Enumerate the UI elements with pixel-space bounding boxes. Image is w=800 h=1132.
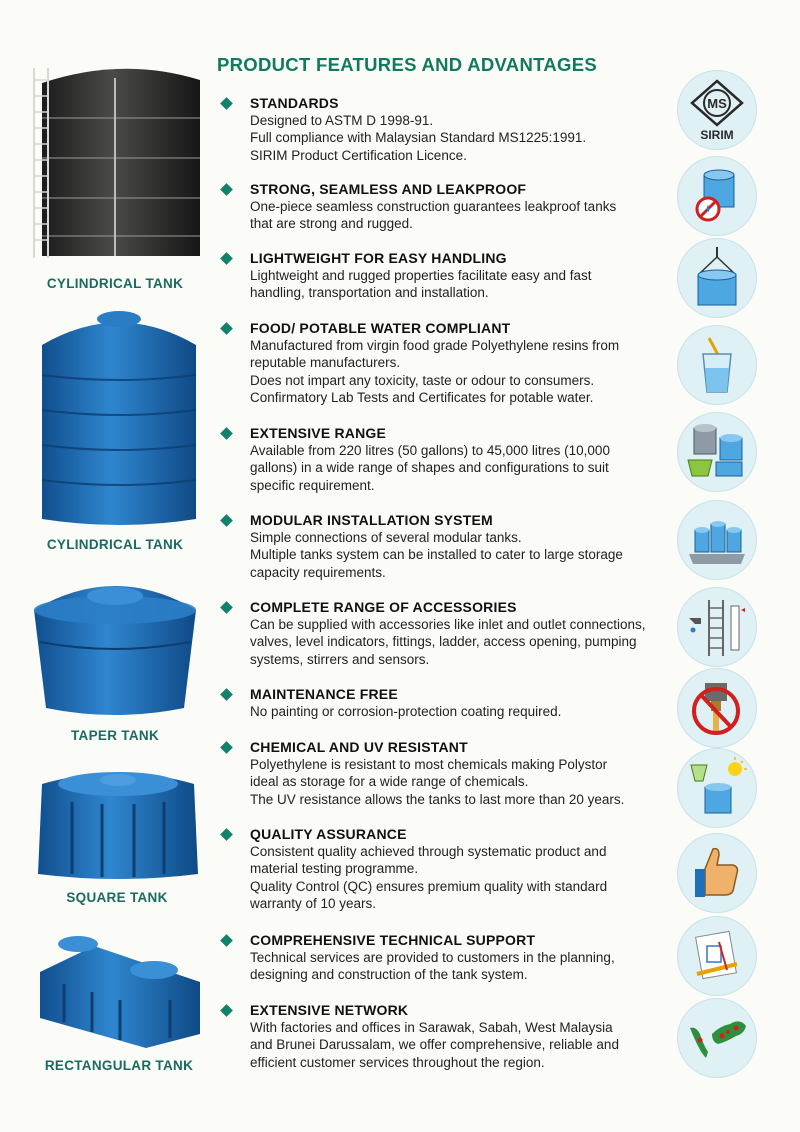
feature-text: warranty of 10 years. [250,896,377,912]
diamond-bullet-icon [220,252,233,265]
feature-strong-seamless [222,181,667,233]
feature-text: designing and construction of the tank system. [250,967,528,983]
feature-title: STRONG, SEAMLESS AND LEAKPROOF [250,181,527,197]
tank-label: RECTANGULAR TANK [44,1058,194,1073]
feature-text: capacity requirements. [250,564,386,580]
blue-cylindrical-tank-image [34,305,204,530]
feature-title: COMPLETE RANGE OF ACCESSORIES [250,599,517,615]
feature-title: MAINTENANCE FREE [250,686,398,702]
accessories-ladder-icon [677,587,757,667]
diamond-bullet-icon [220,183,233,196]
feature-title: COMPREHENSIVE TECHNICAL SUPPORT [250,932,536,948]
feature-text: No painting or corrosion-protection coating required. [250,704,562,719]
feature-text: that are strong and rugged. [250,216,413,232]
feature-maintenance-free [222,686,667,720]
feature-title: LIGHTWEIGHT FOR EASY HANDLING [250,250,507,266]
feature-text: efficient customer services throughout the region. [250,1054,545,1070]
diamond-bullet-icon [220,427,233,440]
no-painting-icon [677,668,757,748]
chemical-sun-icon [677,748,757,828]
diamond-bullet-icon [220,514,233,527]
feature-accessories [222,599,667,668]
feature-text: gallons) in a wide range of shapes and configurations to suit [250,460,609,476]
feature-title: QUALITY ASSURANCE [250,826,407,842]
feature-text: Can be supplied with accessories like inlet and outlet connections, [250,617,646,632]
tank-label: SQUARE TANK [66,890,168,905]
ms-logo-text: MS [707,96,727,111]
feature-standards [222,95,667,164]
feature-text: With factories and offices in Sarawak, Sabah, West Malaysia [250,1020,613,1035]
tank-label: CYLINDRICAL TANK [46,537,184,552]
malaysia-map-icon [677,998,757,1078]
feature-text: Multiple tanks system can be installed to cater to large storage [250,547,623,563]
feature-text: SIRIM Product Certification Licence. [250,147,467,163]
feature-text: Manufactured from virgin food grade Polyethylene resins from [250,338,620,353]
blue-rectangular-tank-image [34,922,206,1050]
tank-label: CYLINDRICAL TANK [46,276,184,291]
technical-drawing-icon [677,916,757,996]
feature-title: FOOD/ POTABLE WATER COMPLIANT [250,320,511,336]
diamond-bullet-icon [220,828,233,841]
feature-text: One-piece seamless construction guarantees leakproof tanks [250,199,617,214]
feature-text: Full compliance with Malaysian Standard MS1225:1991. [250,130,587,146]
feature-lightweight [222,250,667,302]
diamond-bullet-icon [220,688,233,701]
dark-cylindrical-tank-image [28,58,208,263]
feature-text: Lightweight and rugged properties facilitate easy and fast [250,268,592,283]
diamond-bullet-icon [220,97,233,110]
feature-text: Polyethylene is resistant to most chemicals making Polystor [250,757,608,772]
feature-text: ideal as storage for a wide range of chemicals. [250,774,529,790]
modular-tanks-icon [677,500,757,580]
water-glass-icon [677,325,757,405]
feature-quality-assurance [222,826,667,913]
feature-extensive-range [222,425,667,494]
sirim-ms-logo-icon [677,70,757,150]
thumbs-up-icon [677,833,757,913]
feature-text: material testing programme. [250,861,419,877]
feature-title: EXTENSIVE RANGE [250,425,387,441]
feature-technical-support [222,932,667,984]
feature-text: Consistent quality achieved through systematic product and [250,844,607,859]
tank-label: TAPER TANK [71,728,159,743]
diamond-bullet-icon [220,741,233,754]
hoisted-tank-icon [677,238,757,318]
diamond-bullet-icon [220,1004,233,1017]
feature-food-potable [222,320,667,407]
feature-title: EXTENSIVE NETWORK [250,1002,409,1018]
feature-text: The UV resistance allows the tanks to last more than 20 years. [250,791,625,807]
diamond-bullet-icon [220,322,233,335]
sirim-logo-text: SIRIM [700,128,734,142]
blue-square-tank-image [32,762,204,884]
feature-text: Designed to ASTM D 1998-91. [250,113,434,128]
feature-text: reputable manufacturers. [250,355,401,371]
feature-modular [222,512,667,581]
diamond-bullet-icon [220,934,233,947]
no-leak-tank-icon [677,156,757,236]
diamond-bullet-icon [220,601,233,614]
feature-text: valves, level indicators, fittings, ladder, access opening, pumping [250,634,637,650]
feature-text: Does not impart any toxicity, taste or odour to consumers. [250,372,595,388]
feature-text: Available from 220 litres (50 gallons) to 45,000 litres (10,000 [250,443,610,458]
feature-text: Technical services are provided to customers in the planning, [250,950,615,965]
feature-extensive-network [222,1002,667,1071]
feature-text: specific requirement. [250,477,375,493]
blue-taper-tank-image [30,572,200,720]
feature-text: Simple connections of several modular tanks. [250,530,522,545]
feature-title: MODULAR INSTALLATION SYSTEM [250,512,493,528]
feature-title: CHEMICAL AND UV RESISTANT [250,739,468,755]
feature-text: Quality Control (QC) ensures premium quality with standard [250,878,608,894]
feature-chemical-uv [222,739,667,808]
feature-text: and Brunei Darussalam, we offer comprehensive, reliable and [250,1037,619,1053]
feature-title: STANDARDS [250,95,339,111]
tank-range-icon [677,412,757,492]
feature-text: handling, transportation and installation. [250,285,489,301]
feature-text: Confirmatory Lab Tests and Certificates for potable water. [250,390,594,406]
page-title: PRODUCT FEATURES AND ADVANTAGES [217,54,597,75]
feature-text: systems, stirrers and sensors. [250,651,430,667]
